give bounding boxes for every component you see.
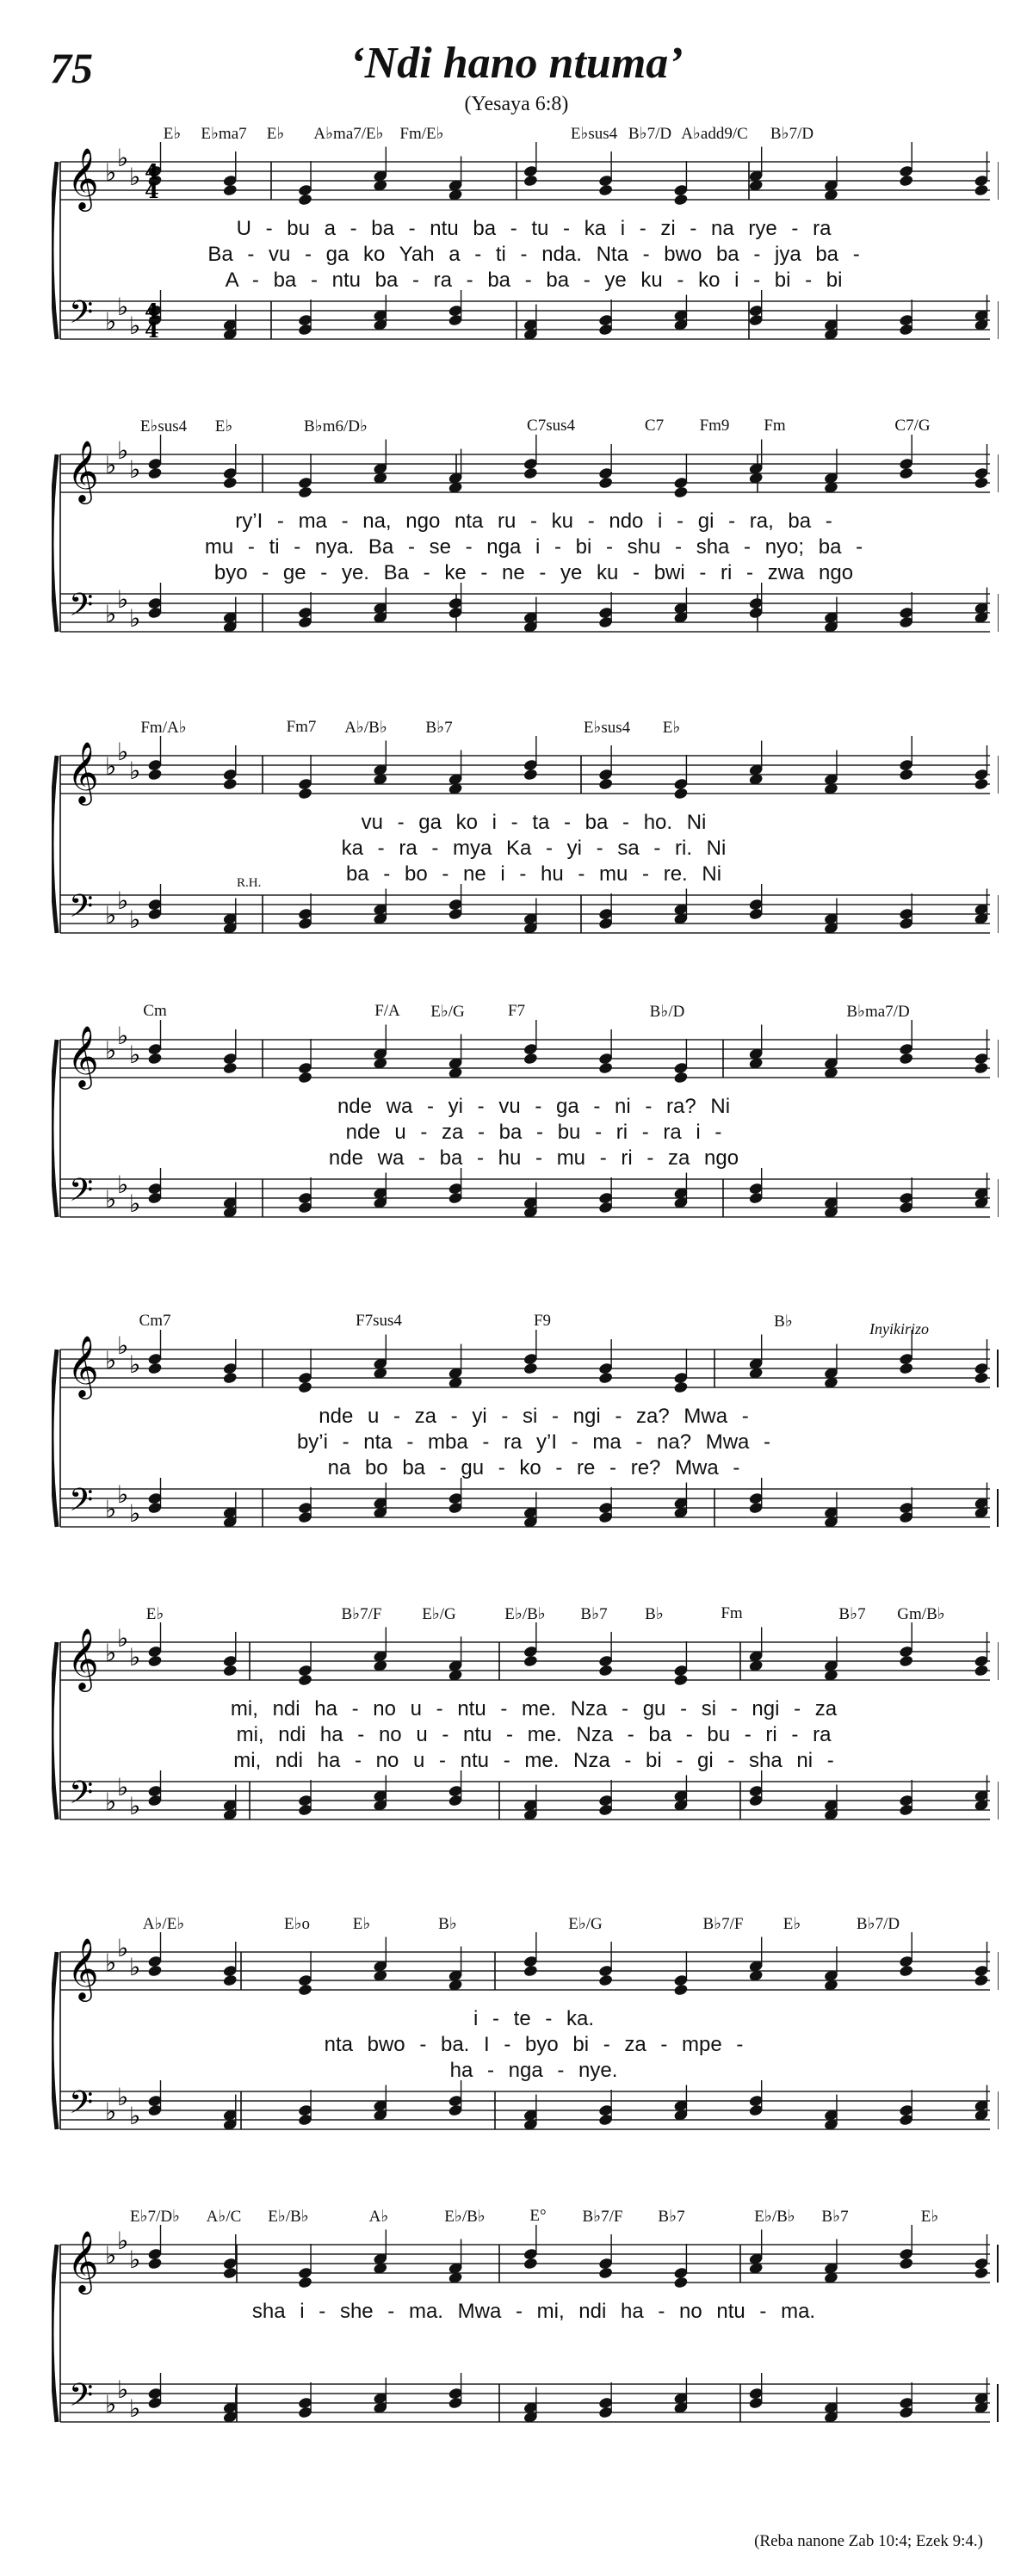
bass-clef-icon: 𝄢 xyxy=(69,2377,94,2421)
system-7 xyxy=(52,1911,999,2186)
treble-note xyxy=(899,1362,914,1374)
treble-clef-icon: 𝄞 xyxy=(67,1937,99,1999)
refrain-label: Inyikirizo xyxy=(869,1320,929,1337)
flat-icon: ♭ xyxy=(117,2375,129,2404)
flat-icon: ♭ xyxy=(105,600,117,628)
treble-note xyxy=(673,193,689,206)
treble-note xyxy=(974,476,989,489)
lyric-line-verse-3: ha - nga - nye. xyxy=(449,2059,618,2082)
flat-icon: ♭ xyxy=(105,2241,117,2270)
chord-symbol: B♭ xyxy=(774,1313,793,1331)
chord-symbol: E♭ xyxy=(145,1605,164,1623)
treble-note xyxy=(147,1654,163,1667)
treble-note xyxy=(222,1974,238,1986)
flat-icon: ♭ xyxy=(105,451,117,479)
chord-symbol: B♭7/D xyxy=(856,1915,900,1933)
chord-symbol: Cm7 xyxy=(139,1312,171,1330)
chord-symbol: B♭/D xyxy=(649,1003,685,1021)
treble-note xyxy=(974,1974,989,1986)
song-title: ‘Ndi hano ntuma’ xyxy=(349,39,684,88)
chord-symbol: E♭ xyxy=(352,1915,371,1933)
time-signature: 4 xyxy=(145,318,159,343)
treble-note xyxy=(598,2266,614,2279)
treble-note xyxy=(298,485,313,498)
system-2 xyxy=(52,413,999,689)
treble-note xyxy=(598,1371,614,1384)
chord-symbol: B♭ xyxy=(438,1915,457,1933)
flat-icon: ♭ xyxy=(117,738,129,766)
flat-icon: ♭ xyxy=(129,757,141,785)
song-number: 75 xyxy=(50,44,93,92)
brace xyxy=(52,1040,57,1217)
brace xyxy=(52,2245,57,2422)
chord-symbol: B♭ma7/D xyxy=(846,1003,910,1021)
lyric-line-verse-3: A - ba - ntu ba - ra - ba - ba - ye ku - ko i - bi - bi xyxy=(225,269,843,292)
bass-clef-icon: 𝄢 xyxy=(69,587,94,631)
bass-clef-icon: 𝄢 xyxy=(69,1172,94,1216)
flat-icon: ♭ xyxy=(105,752,117,781)
flat-icon: ♭ xyxy=(105,1949,117,1977)
footer-reference: (Reba nanone Zab 10:4; Ezek 9:4.) xyxy=(754,2532,983,2550)
treble-note xyxy=(974,1664,989,1677)
chord-symbol: B♭7/F xyxy=(582,2208,623,2226)
system-5 xyxy=(52,1308,999,1584)
chord-symbol: B♭7 xyxy=(425,719,453,737)
chord-symbol: E♭/B♭ xyxy=(444,2208,486,2226)
system-8 xyxy=(52,2203,999,2479)
chord-symbol: E♭ma7 xyxy=(201,125,247,143)
bass-clef-icon: 𝄢 xyxy=(69,1482,94,1526)
chord-symbol: Fm9 xyxy=(699,417,730,435)
chord-symbol: A♭ma7/E♭ xyxy=(313,125,384,143)
lyric-line-verse-1: nde u - za - yi - si - ngi - za? Mwa - xyxy=(319,1405,749,1428)
treble-note xyxy=(673,1381,689,1393)
lyric-line-verse-2: mu - ti - nya. Ba - se - nga i - bi - shu - sha - nyo; ba - xyxy=(204,535,863,559)
treble-note xyxy=(222,183,238,196)
chord-symbol: Gm/B♭ xyxy=(897,1605,945,1623)
treble-note xyxy=(598,1664,614,1677)
flat-icon: ♭ xyxy=(129,905,141,934)
chord-symbol: E♭/G xyxy=(422,1605,456,1623)
bass-clef-icon: 𝄢 xyxy=(69,2085,94,2128)
flat-icon: ♭ xyxy=(129,1189,141,1218)
bass-clef-icon: 𝄢 xyxy=(69,294,94,338)
brace xyxy=(52,454,57,632)
chord-symbol: B♭7 xyxy=(658,2208,685,2226)
system-4 xyxy=(52,998,999,1274)
treble-note xyxy=(298,193,313,206)
lyric-line-verse-2: nde u - za - ba - bu - ri - ra i - xyxy=(345,1121,722,1144)
chord-symbol: Fm/A♭ xyxy=(140,719,187,737)
lyric-line-verse-1: vu - ga ko i - ta - ba - ho. Ni xyxy=(361,811,707,834)
treble-note xyxy=(298,1983,313,1996)
flat-icon: ♭ xyxy=(117,1934,129,1962)
treble-note xyxy=(974,1061,989,1074)
chord-symbol: E♭sus4 xyxy=(139,417,188,436)
flat-icon: ♭ xyxy=(117,1773,129,1801)
flat-icon: ♭ xyxy=(105,1346,117,1374)
flat-icon: ♭ xyxy=(105,2097,117,2126)
treble-note xyxy=(222,476,238,489)
bass-clef-icon: 𝄢 xyxy=(69,888,94,932)
chord-symbol: E♭ xyxy=(920,2208,939,2226)
chord-symbol: E♭ xyxy=(266,125,285,143)
flat-icon: ♭ xyxy=(129,312,141,340)
chord-symbol: A♭/B♭ xyxy=(344,719,387,737)
chord-symbol: Cm xyxy=(143,1002,167,1020)
chord-symbol: E♭/B♭ xyxy=(754,2208,795,2226)
flat-icon: ♭ xyxy=(129,1792,141,1820)
chord-symbol: A♭/E♭ xyxy=(142,1915,185,1933)
treble-note xyxy=(974,777,989,790)
time-signature: 4 xyxy=(145,159,159,184)
chord-symbol: A♭add9/C xyxy=(681,125,748,143)
flat-icon: ♭ xyxy=(129,2394,141,2423)
system-3 xyxy=(52,714,999,990)
treble-note xyxy=(899,1964,914,1977)
treble-note xyxy=(899,1654,914,1667)
treble-clef-icon: 𝄞 xyxy=(67,1334,99,1397)
flat-icon: ♭ xyxy=(129,1953,141,1981)
flat-icon: ♭ xyxy=(105,307,117,336)
chord-symbol: A♭ xyxy=(368,2208,389,2226)
treble-note xyxy=(298,1673,313,1686)
chord-symbol: F/A xyxy=(374,1002,400,1020)
chord-symbol: E♭ xyxy=(163,125,182,143)
treble-clef-icon: 𝄞 xyxy=(67,439,99,502)
treble-note xyxy=(974,183,989,196)
treble-note xyxy=(523,1052,538,1065)
flat-icon: ♭ xyxy=(129,1041,141,1069)
flat-icon: ♭ xyxy=(105,2390,117,2418)
treble-note xyxy=(523,174,538,187)
treble-note xyxy=(598,476,614,489)
chord-symbol: E♭sus4 xyxy=(583,719,631,737)
chord-symbol: E° xyxy=(529,2207,547,2225)
flat-icon: ♭ xyxy=(129,2102,141,2130)
treble-note xyxy=(298,1381,313,1393)
flat-icon: ♭ xyxy=(105,901,117,930)
brace xyxy=(52,1952,57,2129)
scripture-reference: (Yesaya 6:8) xyxy=(464,93,569,115)
flat-icon: ♭ xyxy=(105,1495,117,1523)
treble-note xyxy=(598,1974,614,1986)
flat-icon: ♭ xyxy=(105,1036,117,1065)
treble-note xyxy=(222,1371,238,1384)
lyric-line-verse-1: i - te - ka. xyxy=(473,2007,595,2030)
lyric-line-verse-1: sha i - she - ma. Mwa - mi, ndi ha - no ntu - ma. xyxy=(251,2300,816,2323)
chord-symbol: B♭7 xyxy=(838,1605,866,1623)
flat-icon: ♭ xyxy=(117,886,129,915)
flat-icon: ♭ xyxy=(129,604,141,633)
chord-symbol: B♭m6/D♭ xyxy=(304,417,368,436)
chord-symbol: B♭7/D xyxy=(628,125,672,143)
flat-icon: ♭ xyxy=(117,1022,129,1050)
flat-icon: ♭ xyxy=(105,1639,117,1667)
chord-symbol: E♭/G xyxy=(568,1915,603,1933)
treble-clef-icon: 𝄞 xyxy=(67,1024,99,1087)
treble-note xyxy=(523,2257,538,2270)
treble-note xyxy=(899,466,914,479)
lyric-line-verse-3: byo - ge - ye. Ba - ke - ne - ye ku - bwi - ri - zwa ngo xyxy=(213,561,854,584)
brace xyxy=(52,1642,57,1819)
chord-symbol: Fm7 xyxy=(286,718,317,736)
flat-icon: ♭ xyxy=(117,2227,129,2255)
flat-icon: ♭ xyxy=(129,455,141,484)
chord-symbol: B♭ xyxy=(645,1605,664,1623)
treble-note xyxy=(673,485,689,498)
flat-icon: ♭ xyxy=(105,1788,117,1816)
chord-symbol: B♭7/F xyxy=(341,1605,382,1623)
brace xyxy=(52,162,57,339)
flat-icon: ♭ xyxy=(129,1643,141,1671)
treble-note xyxy=(147,1362,163,1374)
treble-note xyxy=(147,2257,163,2270)
chord-symbol: E♭ xyxy=(214,417,233,436)
flat-icon: ♭ xyxy=(129,163,141,191)
chord-symbol: B♭7/D xyxy=(770,125,814,143)
chord-symbol: F9 xyxy=(533,1312,552,1330)
flat-icon: ♭ xyxy=(117,585,129,614)
treble-note xyxy=(598,183,614,196)
treble-note xyxy=(974,2266,989,2279)
lyric-line-verse-1: U - bu a - ba - ntu ba - tu - ka i - zi - na rye - ra xyxy=(236,217,832,240)
treble-note xyxy=(222,2266,238,2279)
bass-clef-icon: 𝄢 xyxy=(69,1775,94,1819)
treble-note xyxy=(673,1071,689,1084)
treble-note xyxy=(899,174,914,187)
chord-symbol: E♭/B♭ xyxy=(268,2208,309,2226)
chord-symbol: E♭7/D♭ xyxy=(129,2208,181,2226)
treble-note xyxy=(523,1964,538,1977)
chord-symbol: B♭7/F xyxy=(702,1915,744,1933)
flat-icon: ♭ xyxy=(105,1185,117,1214)
treble-clef-icon: 𝄞 xyxy=(67,2229,99,2292)
treble-note xyxy=(974,1371,989,1384)
treble-clef-icon: 𝄞 xyxy=(67,1627,99,1690)
flat-icon: ♭ xyxy=(117,293,129,321)
chord-symbol: E♭ xyxy=(782,1915,801,1933)
chord-symbol: Fm xyxy=(721,1604,743,1622)
chord-symbol: E♭/G xyxy=(430,1003,465,1021)
treble-note xyxy=(523,1362,538,1374)
flat-icon: ♭ xyxy=(117,1624,129,1652)
treble-note xyxy=(523,1654,538,1667)
time-signature: 4 xyxy=(145,299,159,324)
treble-note xyxy=(523,768,538,781)
system-6 xyxy=(52,1601,999,1876)
lyric-line-verse-2: nta bwo - ba. I - byo bi - za - mpe - xyxy=(324,2033,744,2056)
flat-icon: ♭ xyxy=(129,1499,141,1528)
flat-icon: ♭ xyxy=(117,1331,129,1360)
treble-note xyxy=(899,1052,914,1065)
chord-symbol: E♭ xyxy=(662,719,681,737)
chord-symbol: B♭7 xyxy=(580,1605,608,1623)
treble-note xyxy=(673,2276,689,2289)
lyric-line-verse-3: nde wa - ba - hu - mu - ri - za ngo xyxy=(328,1146,739,1170)
treble-clef-icon: 𝄞 xyxy=(67,740,99,803)
lyric-line-verse-2: mi, ndi ha - no u - ntu - me. Nza - ba - bu - ri - ra xyxy=(236,1723,832,1746)
chord-symbol: A♭/C xyxy=(206,2208,242,2226)
chord-symbol: Fm/E♭ xyxy=(399,125,444,143)
time-signature: 4 xyxy=(145,178,159,203)
lyric-line-verse-2: ka - ra - mya Ka - yi - sa - ri. Ni xyxy=(341,837,727,860)
treble-note xyxy=(298,2276,313,2289)
system-1 xyxy=(52,120,999,396)
treble-note xyxy=(147,466,163,479)
treble-note xyxy=(298,1071,313,1084)
chord-symbol: E♭sus4 xyxy=(570,125,618,143)
chord-symbol: C7/G xyxy=(894,417,931,435)
treble-note xyxy=(899,768,914,781)
flat-icon: ♭ xyxy=(105,158,117,187)
chord-symbol: F7 xyxy=(507,1002,526,1020)
lyric-line-verse-1: nde wa - yi - vu - ga - ni - ra? Ni xyxy=(337,1095,731,1118)
lyric-line-verse-3: ba - bo - ne i - hu - mu - re. Ni xyxy=(345,862,722,886)
chord-symbol: B♭7 xyxy=(821,2208,849,2226)
lyric-line-verse-3: na bo ba - gu - ko - re - re? Mwa - xyxy=(327,1456,740,1480)
flat-icon: ♭ xyxy=(117,144,129,172)
treble-note xyxy=(673,1983,689,1996)
treble-note xyxy=(222,1664,238,1677)
flat-icon: ♭ xyxy=(129,1350,141,1379)
chord-symbol: C7 xyxy=(644,417,665,435)
treble-note xyxy=(147,1052,163,1065)
flat-icon: ♭ xyxy=(117,1480,129,1509)
lyric-line-verse-2: by’i - nta - mba - ra y’I - ma - na? Mwa - xyxy=(296,1430,771,1454)
flat-icon: ♭ xyxy=(129,2246,141,2274)
chord-symbol: E♭/B♭ xyxy=(504,1605,546,1623)
brace xyxy=(52,756,57,933)
treble-note xyxy=(147,768,163,781)
lyric-line-verse-1: ry’I - ma - na, ngo nta ru - ku - ndo i - gi - ra, ba - xyxy=(235,510,832,533)
flat-icon: ♭ xyxy=(117,436,129,465)
treble-note xyxy=(298,787,313,800)
flat-icon: ♭ xyxy=(117,1171,129,1199)
treble-note xyxy=(673,787,689,800)
staff-system-svg xyxy=(52,2203,999,2479)
treble-note xyxy=(222,1061,238,1074)
treble-note xyxy=(598,777,614,790)
lyric-line-verse-1: mi, ndi ha - no u - ntu - me. Nza - gu - si - ngi - za xyxy=(230,1697,838,1720)
treble-clef-icon: 𝄞 xyxy=(67,146,99,209)
right-hand-marking: R.H. xyxy=(237,876,262,890)
flat-icon: ♭ xyxy=(117,2083,129,2111)
chord-symbol: E♭o xyxy=(283,1915,311,1933)
treble-note xyxy=(147,1964,163,1977)
treble-note xyxy=(222,777,238,790)
brace xyxy=(52,1350,57,1527)
lyric-line-verse-2: Ba - vu - ga ko Yah a - ti - nda. Nta - bwo ba - jya ba - xyxy=(207,243,860,266)
chord-symbol: Fm xyxy=(764,417,786,435)
lyric-line-verse-3: mi, ndi ha - no u - ntu - me. Nza - bi - gi - sha ni - xyxy=(233,1749,834,1772)
treble-note xyxy=(598,1061,614,1074)
chord-symbol: C7sus4 xyxy=(527,417,575,435)
chord-symbol: F7sus4 xyxy=(356,1312,402,1330)
treble-note xyxy=(523,466,538,479)
treble-note xyxy=(673,1673,689,1686)
treble-note xyxy=(899,2257,914,2270)
